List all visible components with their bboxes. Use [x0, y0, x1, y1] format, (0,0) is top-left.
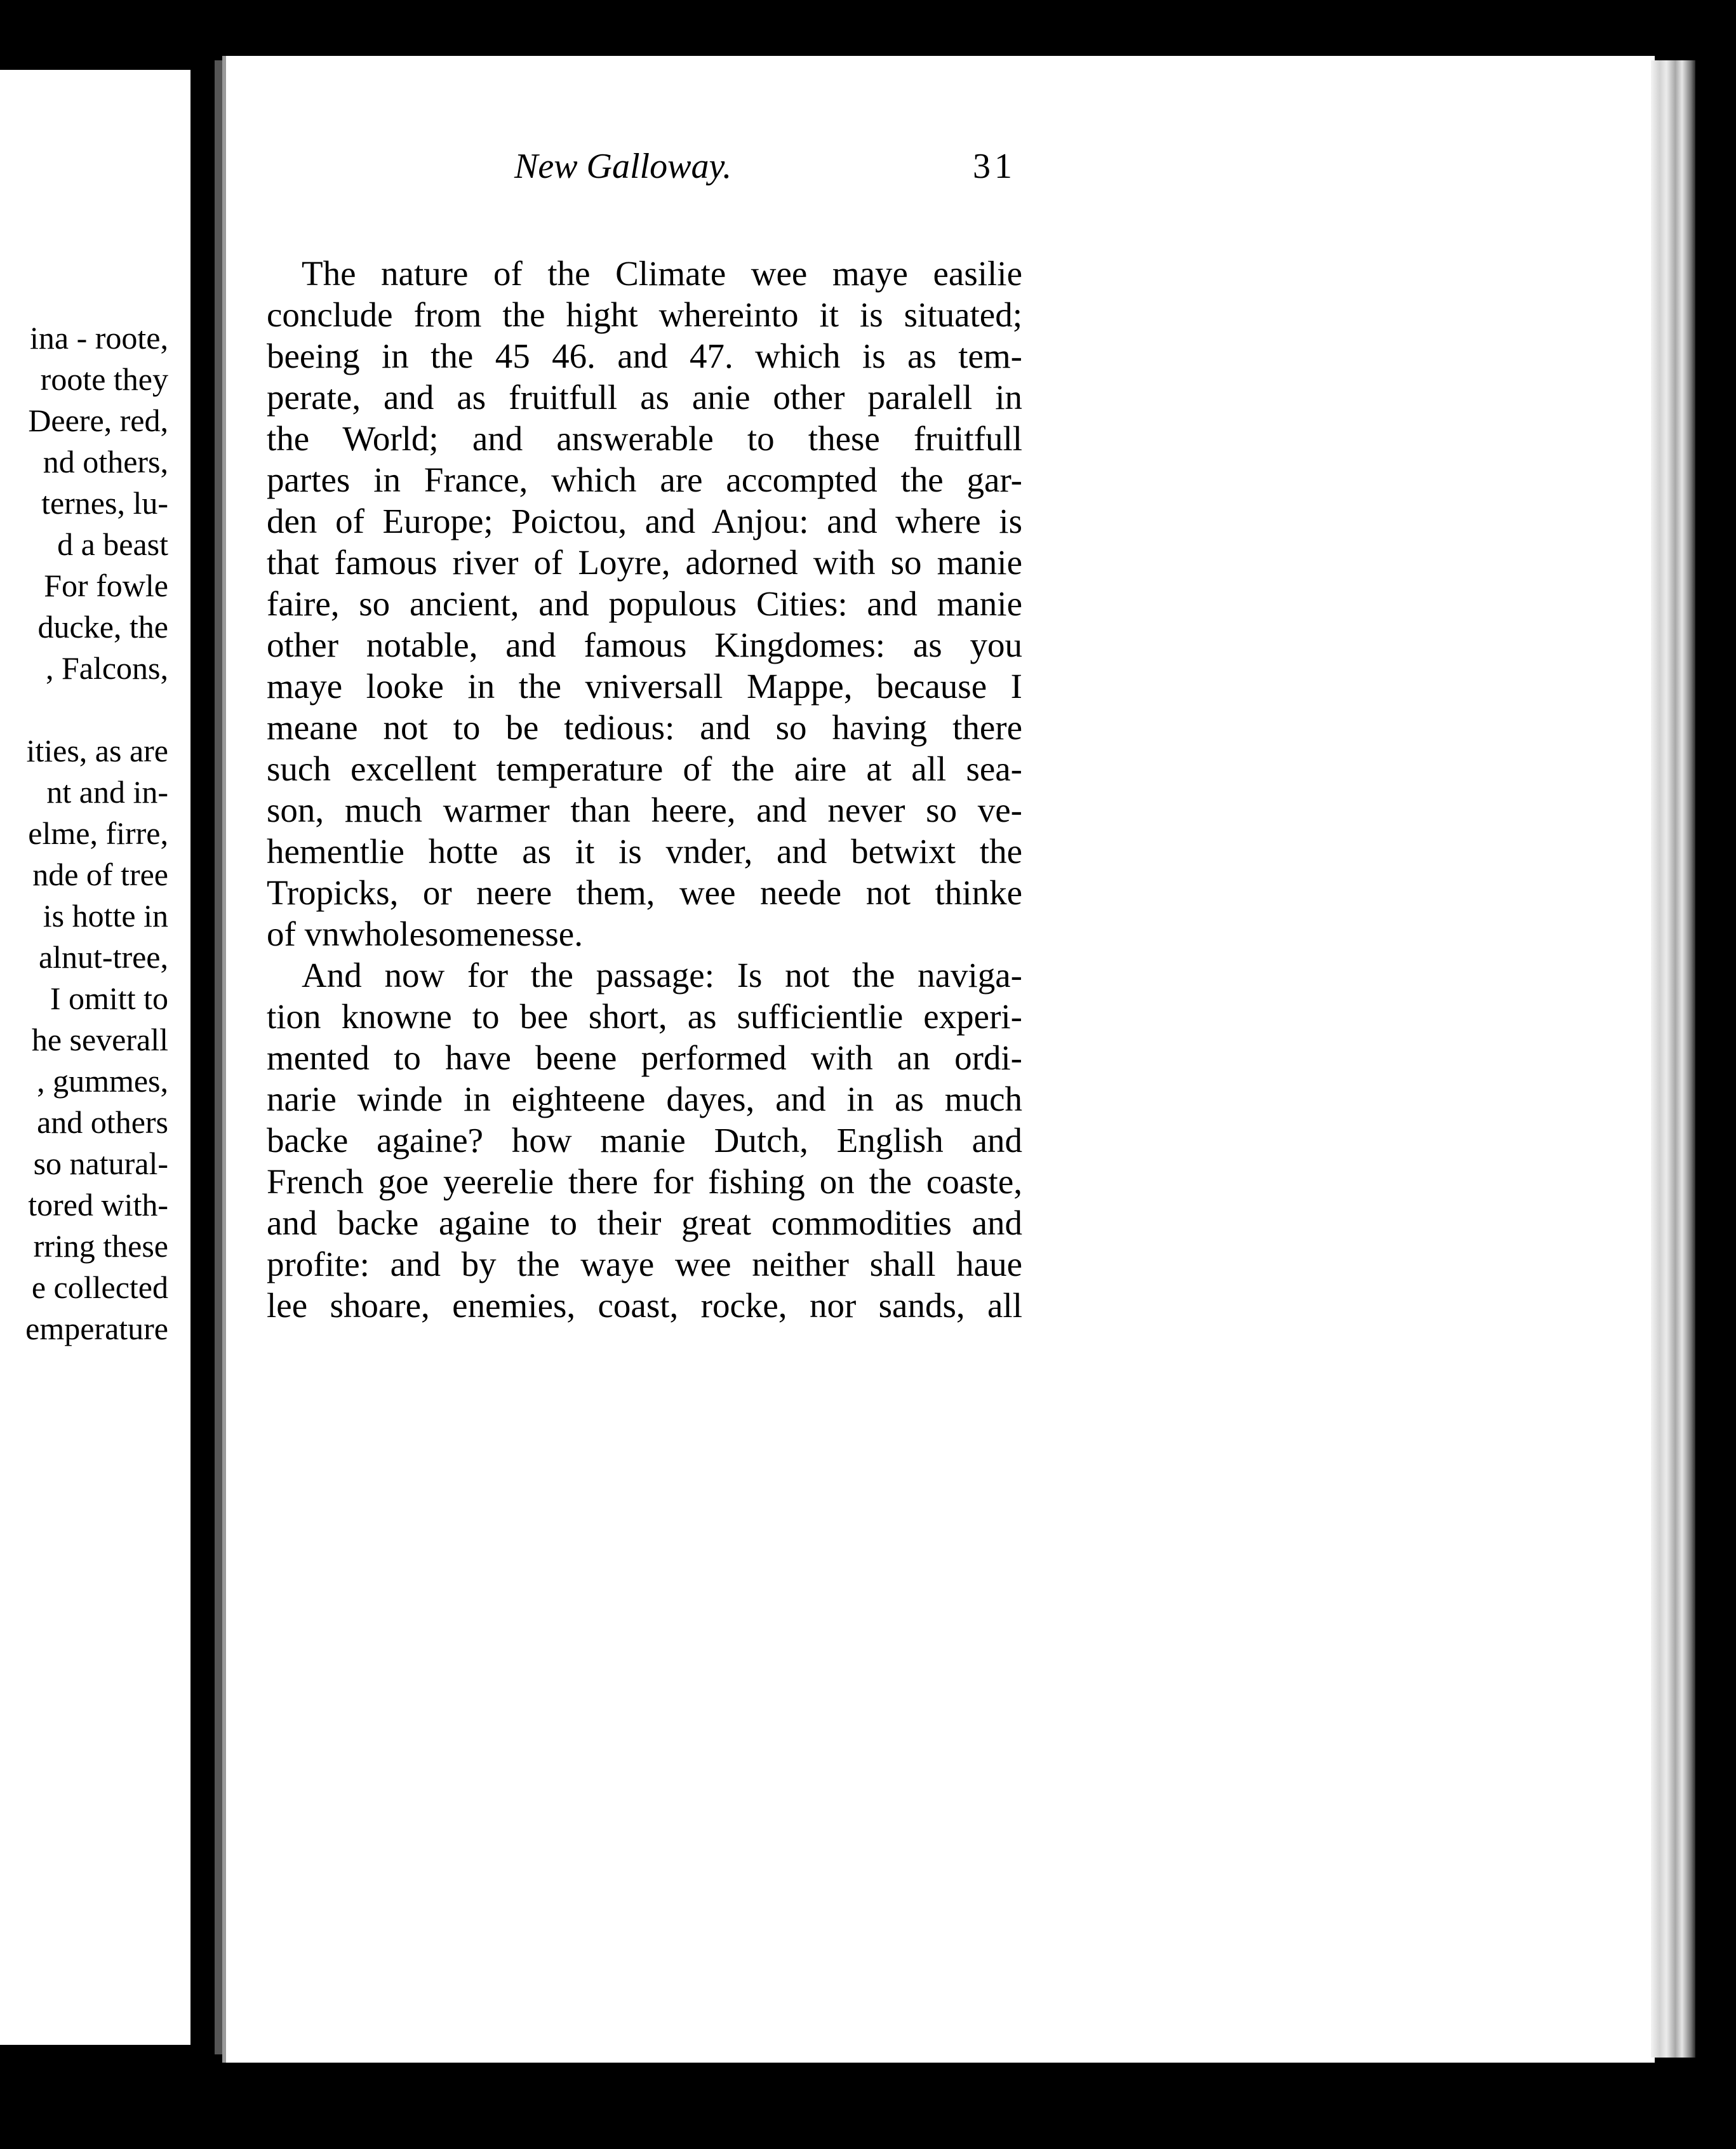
text-line: mented to have beene performed with an ordi- [267, 1038, 1022, 1077]
text-line: lee shoare, enemies, coast, rocke, nor sands, all [267, 1286, 1022, 1325]
page-number: 31 [973, 147, 1016, 186]
text-line: French goe yeerelie there for fishing on the coaste, [267, 1162, 1022, 1201]
book-gutter [190, 57, 216, 2058]
text-line: other notable, and famous Kingdomes: as you [267, 626, 1022, 664]
text-line: And now for the passage: Is not the naviga- [302, 956, 1022, 994]
text-line: perate, and as fruitfull as anie other paralell in [267, 378, 1022, 417]
text-line: den of Europe; Poictou, and Anjou: and where is [267, 502, 1022, 540]
left-line-gap [0, 689, 168, 730]
left-line: Deere, red, [28, 403, 168, 438]
left-line: nd others, [43, 444, 168, 479]
left-line: and others [37, 1104, 168, 1140]
text-line: conclude from the hight whereinto it is situated; [267, 295, 1022, 334]
left-line: d a beast [57, 526, 168, 562]
running-title: New Galloway. [514, 147, 732, 186]
text-line: such excellent temperature of the aire at all sea- [267, 749, 1022, 788]
running-head [222, 141, 1016, 192]
left-line: For fowle [44, 568, 168, 603]
left-line: he severall [31, 1022, 168, 1057]
text-line: Tropicks, or neere them, wee neede not thinke [267, 873, 1022, 912]
text-line: that famous river of Loyre, adorned with so manie [267, 543, 1022, 582]
left-line: , Falcons, [45, 650, 168, 686]
text-line: tion knowne to bee short, as sufficientlie experi- [267, 997, 1022, 1036]
left-line: ities, as are [26, 733, 168, 768]
text-line: maye looke in the vniversall Mappe, because I [267, 667, 1022, 706]
body-text [267, 253, 1022, 1326]
left-line: ducke, the [37, 609, 168, 645]
left-line: alnut-tree, [38, 939, 168, 975]
paragraph [267, 954, 1022, 1326]
left-line: rring these [33, 1228, 168, 1264]
left-line: so natural- [33, 1146, 168, 1181]
text-line: the World; and answerable to these fruitfull [267, 419, 1022, 458]
left-line: roote they [40, 361, 168, 397]
page-fore-edge [1651, 60, 1695, 2058]
left-page-fragment [0, 70, 190, 2045]
left-line: elme, firre, [28, 815, 168, 851]
left-line: nde of tree [32, 857, 168, 892]
left-line: is hotte in [43, 898, 168, 934]
text-line: hementlie hotte as it is vnder, and betwixt the [267, 832, 1022, 871]
text-line: faire, so ancient, and populous Cities: and manie [267, 584, 1022, 623]
left-line: ternes, lu- [41, 485, 168, 521]
left-line: nt and in- [46, 774, 168, 810]
text-line: partes in France, which are accompted the gar- [267, 460, 1022, 499]
left-line: emperature [25, 1311, 168, 1346]
paragraph [267, 253, 1022, 954]
left-page-text [0, 318, 168, 1349]
text-line: The nature of the Climate wee maye easilie [302, 254, 1022, 293]
text-line: profite: and by the waye wee neither shall haue [267, 1245, 1022, 1283]
text-line: son, much warmer than heere, and never so ve- [267, 791, 1022, 829]
left-line: tored with- [28, 1187, 168, 1222]
text-line: and backe againe to their great commodities and [267, 1203, 1022, 1242]
left-line: e collected [31, 1269, 168, 1305]
left-line: , gummes, [37, 1063, 168, 1099]
left-line: I omitt to [50, 981, 168, 1016]
left-line: ina - roote, [30, 320, 168, 356]
text-line: narie winde in eighteene dayes, and in as much [267, 1080, 1022, 1118]
text-line: beeing in the 45 46. and 47. which is as tem- [267, 337, 1022, 375]
text-line: backe againe? how manie Dutch, English and [267, 1121, 1022, 1160]
text-line: meane not to be tedious: and so having there [267, 708, 1022, 747]
text-line: of vnwholesomenesse. [267, 914, 583, 953]
